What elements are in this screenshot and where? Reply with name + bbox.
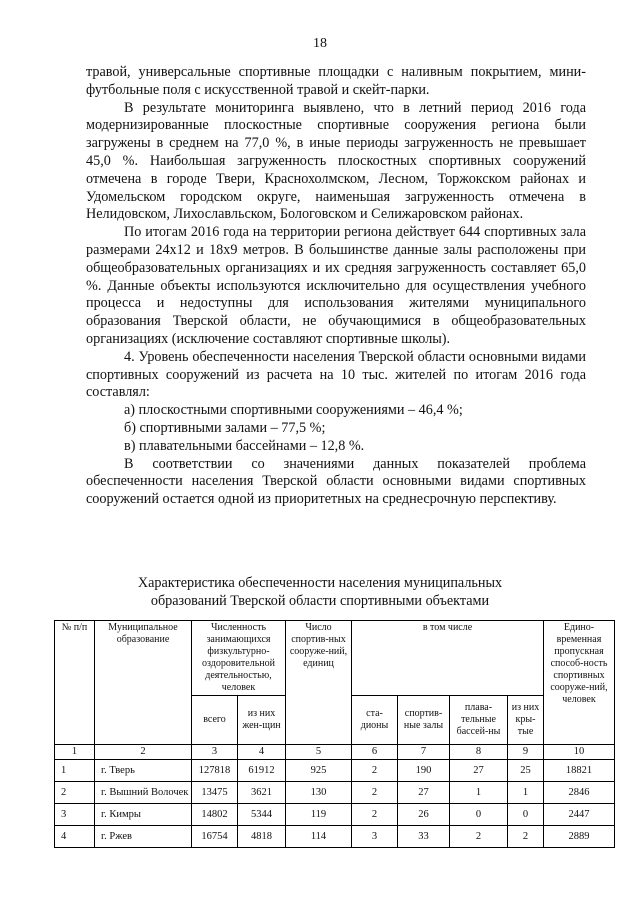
row-total: 127818 (192, 760, 238, 782)
row-women: 5344 (238, 804, 286, 826)
row-covered: 2 (508, 826, 544, 848)
row-stadiums: 2 (352, 782, 398, 804)
row-pools: 27 (450, 760, 508, 782)
caption-line-2: образований Тверской области спортивными объектами (150, 593, 490, 609)
row-pools: 1 (450, 782, 508, 804)
row-num: 4 (55, 826, 95, 848)
row-municipality: г. Ржев (95, 826, 192, 848)
row-women: 4818 (238, 826, 286, 848)
list-item-a: а) плоскостными спортивными сооружениями – 46,4 %; (124, 402, 463, 419)
column-numbers-row (55, 745, 615, 760)
row-total: 14802 (192, 804, 238, 826)
row-halls: 190 (398, 760, 450, 782)
column-number: 4 (238, 745, 286, 760)
row-capacity: 2889 (544, 826, 615, 848)
row-municipality: г. Кимры (95, 804, 192, 826)
paragraph-continuation: травой, универсальные спортивные площадки с наливным покрытием, мини-футбольные поля с искусственной травой и скейт-парки. (86, 64, 586, 98)
column-number: 9 (508, 745, 544, 760)
row-facilities: 925 (286, 760, 352, 782)
column-number: 10 (544, 745, 615, 760)
column-number: 2 (95, 745, 192, 760)
row-halls: 26 (398, 804, 450, 826)
table-row (55, 782, 615, 804)
row-stadiums: 2 (352, 760, 398, 782)
header-num: № п/п (55, 621, 95, 745)
statistics-table (54, 620, 615, 848)
row-facilities: 119 (286, 804, 352, 826)
column-number: 3 (192, 745, 238, 760)
row-pools: 2 (450, 826, 508, 848)
row-women: 61912 (238, 760, 286, 782)
page-number: 18 (313, 36, 327, 51)
caption-line-1: Характеристика обеспеченности населения муниципальных (137, 575, 503, 591)
column-number: 7 (398, 745, 450, 760)
row-municipality: г. Тверь (95, 760, 192, 782)
column-number: 8 (450, 745, 508, 760)
column-number: 5 (286, 745, 352, 760)
header-facilities: Число спортив-ных сооруже-ний, единиц (286, 621, 352, 745)
row-facilities: 114 (286, 826, 352, 848)
row-capacity: 18821 (544, 760, 615, 782)
row-municipality: г. Вышний Волочек (95, 782, 192, 804)
table-caption (100, 574, 540, 610)
paragraph-provision-level: 4. Уровень обеспеченности населения Тверской области основными видами спортивных сооружений из расчета на 10 тыс. жителей по итогам 2016 года составлял: (86, 348, 586, 401)
row-stadiums: 3 (352, 826, 398, 848)
column-number: 1 (55, 745, 95, 760)
header-women: из них жен-щин (238, 696, 286, 745)
row-capacity: 2846 (544, 782, 615, 804)
header-covered: из них кры-тые (508, 696, 544, 745)
row-total: 16754 (192, 826, 238, 848)
row-facilities: 130 (286, 782, 352, 804)
row-covered: 1 (508, 782, 544, 804)
paragraph-conclusion: В соответствии со значениями данных показателей проблема обеспеченности населения Тверской области основными видами спортивных сооружений остается одной из приоритетных на среднесрочную перспективу. (86, 455, 586, 508)
row-covered: 25 (508, 760, 544, 782)
header-municipality: Муниципальное образование (95, 621, 192, 745)
row-women: 3621 (238, 782, 286, 804)
row-num: 2 (55, 782, 95, 804)
list-item-c: в) плавательными бассейнами – 12,8 %. (124, 437, 365, 454)
list-item-b: б) спортивными залами – 77,5 %; (124, 419, 326, 436)
header-including: в том числе (352, 621, 544, 696)
table-row (55, 760, 615, 782)
header-stadiums: ста-дионы (352, 696, 398, 745)
row-stadiums: 2 (352, 804, 398, 826)
row-total: 13475 (192, 782, 238, 804)
row-covered: 0 (508, 804, 544, 826)
header-capacity: Едино-временная пропускная способ-ность спортивных сооруже-ний, человек (544, 621, 615, 745)
row-pools: 0 (450, 804, 508, 826)
header-pools: плава-тельные бассей-ны (450, 696, 508, 745)
table-row (55, 804, 615, 826)
header-total: всего (192, 696, 238, 745)
row-num: 1 (55, 760, 95, 782)
table-row (55, 826, 615, 848)
column-number: 6 (352, 745, 398, 760)
row-num: 3 (55, 804, 95, 826)
body-text (86, 64, 586, 509)
row-halls: 33 (398, 826, 450, 848)
header-halls: спортив-ные залы (398, 696, 450, 745)
paragraph-sports-halls: По итогам 2016 года на территории региона действует 644 спортивных зала размерами 24х12 и 18х9 метров. В большинстве данные залы расположены при общеобразовательных организациях и их средняя загруженность составляет 65,0 %. Данные объекты используются исключительно для осуществления учебного процесса и недоступны для использования жителями муниципального образования Тверской области, не обучающимися в общеобразовательных организациях (исключение составляют спортивные школы). (86, 224, 586, 347)
row-capacity: 2447 (544, 804, 615, 826)
row-halls: 27 (398, 782, 450, 804)
header-population: Численность занимающихся физкультурно-оздоровительной деятельностью, человек (192, 621, 286, 696)
paragraph-monitoring: В результате мониторинга выявлено, что в летний период 2016 года модернизированные плоскостные спортивные сооружения региона были загружены в среднем на 77,0 %, в иные периоды загруженность не превышает 45,0 %. Наибольшая загруженность плоскостных спортивных сооружений отмечена в городе Твери, Краснохолмском, Лесном, Торжокском районах и Удомельском городском округе, наименьшая загруженность отмечена в Нелидовском, Лихославльском, Бологовском и Селижаровском районах. (86, 99, 586, 223)
